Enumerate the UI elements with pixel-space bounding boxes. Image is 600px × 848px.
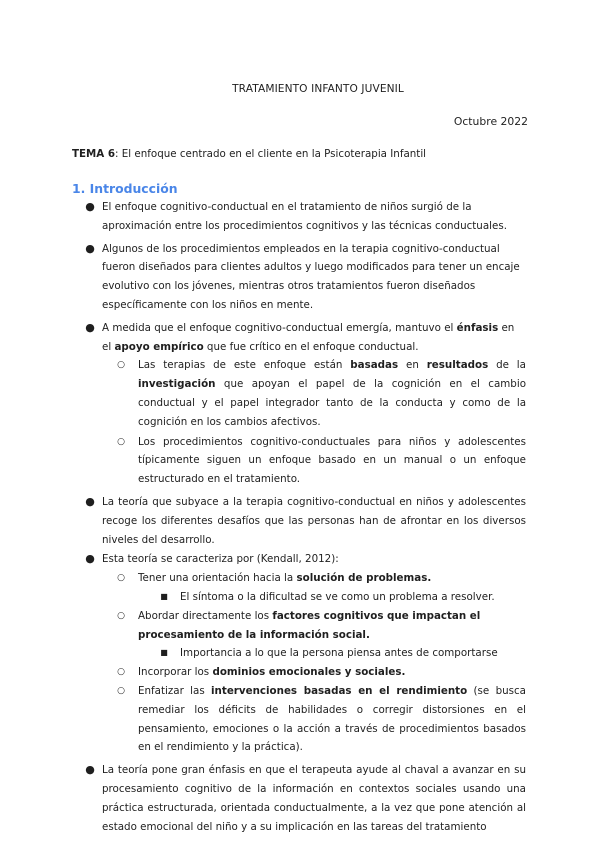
bullet-marker: ● bbox=[85, 552, 95, 566]
bullet-marker: ○ bbox=[117, 573, 125, 584]
bullet-marker: ● bbox=[85, 320, 95, 334]
document-body bbox=[0, 198, 600, 836]
list-item: ○ Abordar directamente los factores cognitivos que impactan el procesamiento de la información social. bbox=[138, 607, 526, 645]
bullet-marker: ○ bbox=[117, 667, 125, 678]
list-item: ○ Los procedimientos cognitivo-conductuales para niños y adolescentes típicamente siguen un enfoque basado en un manual o un enfoque estructurado en el tratamiento. bbox=[138, 433, 526, 489]
list-item: ■ Importancia a lo que la persona piensa antes de comportarse bbox=[180, 644, 520, 663]
document-date: Octubre 2022 bbox=[453, 115, 528, 128]
bullet-marker: ● bbox=[85, 241, 95, 255]
section-heading: 1. Introducción bbox=[72, 181, 178, 196]
list-item: ● La teoría pone gran énfasis en que el terapeuta ayude al chaval a avanzar en su procesamiento cognitivo de la información en contextos sociales usando una práctica estructurada, orientada conductualmente, a la vez que pone atención al estado emocional del niño y a su implicación en las tareas del tratamiento bbox=[85, 763, 526, 833]
list-item: ○ Enfatizar las intervenciones basadas en el rendimiento (se busca remediar los déficits de habilidades o corregir distorsiones en el pensamiento, emociones o la acción a través de procedimientos basados en el rendimiento y la práctica). bbox=[138, 682, 526, 757]
bullet-marker: ● bbox=[85, 200, 95, 213]
list-item: ● Esta teoría se caracteriza por (Kendall, 2012): bbox=[102, 550, 526, 569]
topic-title: : El enfoque centrado en el cliente en la Psicoterapia Infantil bbox=[115, 148, 427, 160]
bullet-marker: ○ bbox=[117, 360, 125, 371]
topic-line bbox=[72, 148, 426, 160]
bullet-marker: ● bbox=[85, 494, 95, 508]
document-title: TRATAMIENTO INFANTO JUVENIL bbox=[232, 83, 404, 95]
bullet-marker: ■ bbox=[160, 648, 168, 658]
bullet-marker: ○ bbox=[117, 610, 125, 621]
list-item: ● Algunos de los procedimientos empleados en la terapia cognitivo-conductual fueron diseñados para clientes adultos y luego modificados para tener un encaje evolutivo con los jóvenes, mientras otros tratamientos fueron diseñados específicamente con los niños en mente. bbox=[85, 241, 520, 311]
list-item: ○ Incorporar los dominios emocionales y sociales. bbox=[138, 663, 526, 682]
bullet-marker: ■ bbox=[160, 591, 168, 601]
list-item: ■ El síntoma o la dificultad se ve como un problema a resolver. bbox=[180, 588, 520, 607]
list-item: ● La teoría que subyace a la terapia cognitivo-conductual en niños y adolescentes recoge los diferentes desafíos que las personas han de afrontar en los diversos niveles del desarrollo. bbox=[85, 494, 526, 546]
list-item: ● A medida que el enfoque cognitivo-conductual emergía, mantuvo el énfasis en el apoyo empírico que fue crítico en el enfoque conductual. bbox=[85, 320, 515, 353]
bullet-marker: ○ bbox=[117, 436, 125, 447]
bullet-marker: ● bbox=[85, 763, 95, 777]
bullet-list bbox=[0, 198, 600, 836]
topic-label: TEMA 6 bbox=[72, 148, 116, 160]
list-item: ○ Las terapias de este enfoque están basadas en resultados de la investigación que apoyan el papel de la cognición en el cambio conductual y el papel integrador tanto de la conducta y como de la cognición en los cambios afectivos. bbox=[138, 356, 526, 431]
list-item: ○ Tener una orientación hacia la solución de problemas. bbox=[138, 569, 526, 588]
list-item: ● El enfoque cognitivo-conductual en el tratamiento de niños surgió de la aproximación entre los procedimientos cognitivos y las técnicas conductuales. bbox=[85, 200, 507, 232]
bullet-marker: ○ bbox=[117, 685, 125, 696]
